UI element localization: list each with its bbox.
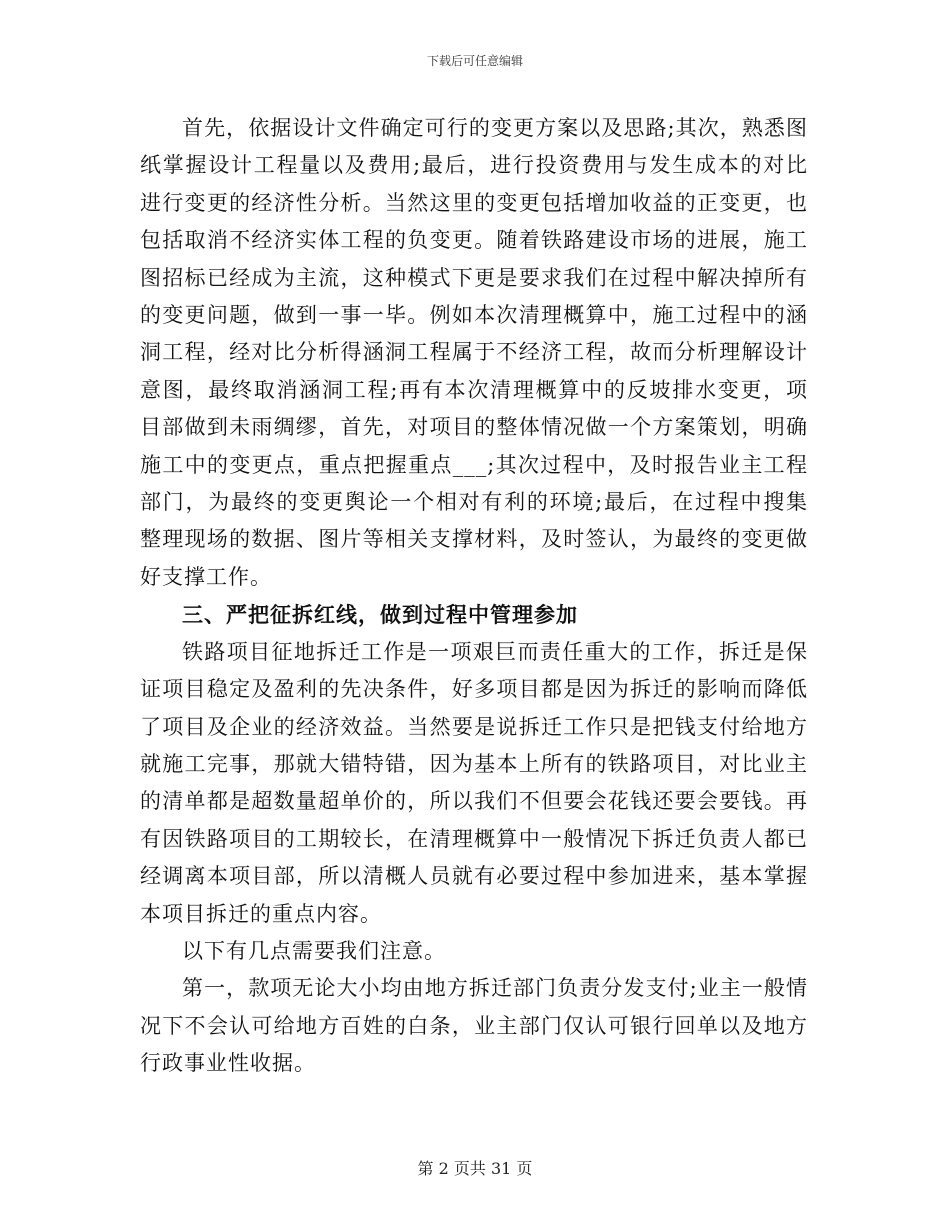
paragraph-change-management: 首先，依据设计文件确定可行的变更方案以及思路;其次，熟悉图纸掌握设计工程量以及费用;最后，进行投资费用与发生成本的对比进行变更的经济性分析。当然这里的变更包括增加收益的正变更，也包括取消不经济实体工程的负变更。随着铁路建设市场的进展，施工图招标已经成为主流，这种模式下更是要求我们在过程中解决掉所有的变更问题，做到一事一毕。例如本次清理概算中，施工过程中的涵洞工程，经对比分析得涵洞工程属于不经济工程，故而分析理解设计意图，最终取消涵洞工程;再有本次清理概算中的反坡排水变更，项目部做到未雨绸缪，首先，对项目的整体情况做一个方案策划，明确施工中的变更点，重点把握重点___;其次过程中，及时报告业主工程部门，为最终的变更舆论一个相对有利的环境;最后，在过程中搜集整理现场的数据、图片等相关支撑材料，及时签认，为最终的变更做好支撑工作。	[140, 116, 808, 589]
paragraph-land-acquisition: 铁路项目征地拆迁工作是一项艰巨而责任重大的工作，拆迁是保证项目稳定及盈利的先决条件，好多项目都是因为拆迁的影响而降低了项目及企业的经济效益。当然要是说拆迁工作只是把钱支付给地方就施工完事，那就大错特错，因为基本上所有的铁路项目，对比业主的清单都是超数量超单价的，所以我们不但要会花钱还要会要钱。再有因铁路项目的工期较长，在清理概算中一般情况下拆迁负责人都已经调离本项目部，所以清概人员就有必要过程中参加进来，基本掌握本项目拆迁的重点内容。	[140, 639, 808, 926]
paragraph-notes-intro: 以下有几点需要我们注意。	[182, 938, 446, 963]
page-footer: 第 2 页共 31 页	[417, 1159, 533, 1178]
paragraph-note-first: 第一，款项无论大小均由地方拆迁部门负责分发支付;业主一般情况下不会认可给地方百姓的白条，业主部门仅认可银行回单以及地方行政事业性收据。	[140, 976, 808, 1076]
page-header: 下载后可任意编辑	[426, 54, 523, 68]
document-body	[140, 110, 808, 1083]
section-heading-3: 三、严把征拆红线，做到过程中管理参加	[182, 602, 578, 628]
